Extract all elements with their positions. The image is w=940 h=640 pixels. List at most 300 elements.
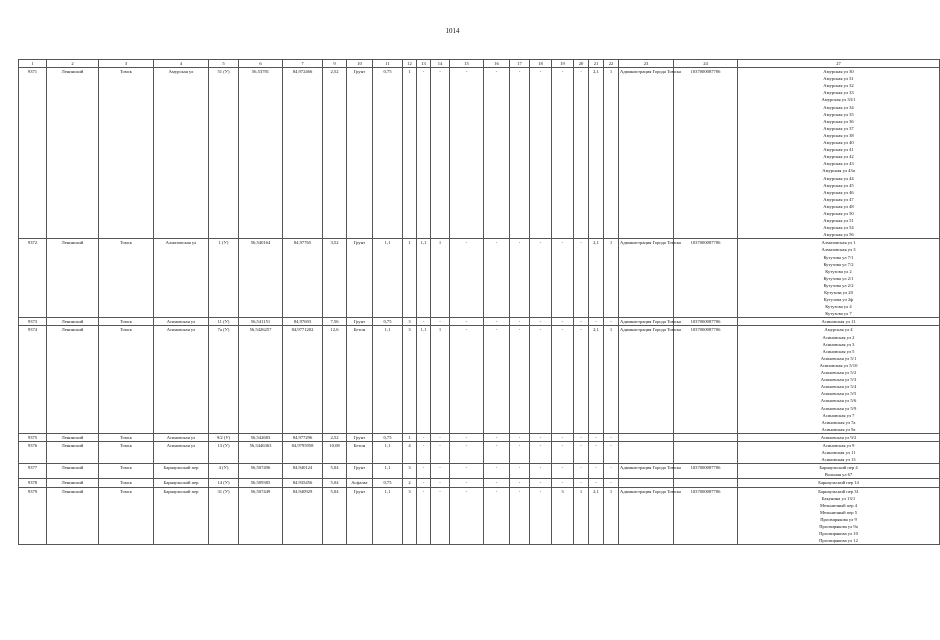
table-cell: 56,507496: [239, 464, 283, 479]
table-cell: 1,1: [373, 326, 403, 433]
table-cell: 1: [604, 239, 619, 318]
table-cell: -: [450, 239, 484, 318]
address-list-cell: [738, 487, 940, 545]
table-cell: 0,75: [373, 68, 403, 239]
column-header: 4: [154, 60, 209, 68]
table-cell: 56,5446363: [239, 441, 283, 463]
address-item: Асиновская ул 7а: [821, 419, 856, 425]
table-cell: [674, 433, 738, 441]
table-cell: Ленинский: [47, 68, 99, 239]
table-cell: Ленинский: [47, 326, 99, 433]
table-cell: 10,08: [323, 441, 347, 463]
table-cell: 1,1: [373, 239, 403, 318]
table-cell: Асиновская ул: [154, 433, 209, 441]
address-item: Барнаульский пер 31: [818, 488, 859, 494]
table-cell: 9379: [19, 487, 47, 545]
table-cell: 9371: [19, 68, 47, 239]
table-cell: Асиновская ул: [154, 326, 209, 433]
address-item: Кутузова ул 2/1: [823, 275, 854, 281]
table-cell: Администрация Города Томска: [619, 464, 674, 479]
table-cell: -: [484, 487, 510, 545]
table-cell: Асиновская ул: [154, 441, 209, 463]
page-number: 1014: [445, 27, 460, 35]
table-cell: -: [574, 68, 589, 239]
table-row: [19, 464, 940, 479]
table-cell: -: [530, 487, 552, 545]
address-item: Асиновская ул 9: [822, 442, 855, 448]
table-cell: 9372: [19, 239, 47, 318]
table-cell: -: [589, 318, 604, 326]
table-cell: 1: [574, 487, 589, 545]
column-header: 6: [239, 60, 283, 68]
table-cell: -: [530, 479, 552, 487]
address-item: Амурская ул 40: [823, 140, 854, 146]
address-item: Асиновская ул 5/4: [820, 384, 857, 390]
table-cell: 1,1: [373, 441, 403, 463]
table-cell: Ленинский: [47, 318, 99, 326]
address-item: Амурская ул 45: [823, 182, 854, 188]
table-cell: 1: [604, 326, 619, 433]
table-cell: -: [417, 441, 431, 463]
address-list-cell: [738, 464, 940, 479]
address-item: Кутузова ул 7/1: [823, 254, 854, 260]
table-cell: Томск: [99, 318, 154, 326]
table-cell: 1: [403, 68, 417, 239]
table-cell: -: [450, 433, 484, 441]
table-cell: 56,541151: [239, 318, 283, 326]
table-row: [19, 433, 940, 441]
address-item: Амурская ул 4: [824, 327, 853, 333]
table-cell: Администрация Города Томска: [619, 68, 674, 239]
table-cell: -: [450, 68, 484, 239]
table-cell: 84,97693: [283, 318, 323, 326]
header-row: [19, 60, 940, 68]
table-cell: Ленинский: [47, 441, 99, 463]
address-item: Просвирякова ул 9а: [819, 524, 858, 529]
column-header: 18: [530, 60, 552, 68]
table-cell: -: [417, 464, 431, 479]
table-row: [19, 487, 940, 545]
table-cell: -: [552, 464, 574, 479]
table-cell: -: [431, 479, 450, 487]
table-cell: 1,1: [373, 464, 403, 479]
address-item: Кутузова ул 4: [825, 304, 852, 310]
address-item: Амурская ул 42: [823, 154, 854, 160]
column-header: 19: [552, 60, 574, 68]
registry-table: [18, 59, 940, 545]
table-cell: -: [450, 318, 484, 326]
table-cell: Барнаульский пер: [154, 479, 209, 487]
table-cell: 56,509385: [239, 479, 283, 487]
address-item: Асиновская ул 5/2: [820, 370, 857, 376]
table-cell: Томск: [99, 464, 154, 479]
table-cell: 31 (У): [209, 487, 239, 545]
table-cell: -: [417, 487, 431, 545]
table-cell: Томск: [99, 239, 154, 318]
table-cell: -: [574, 318, 589, 326]
column-header: 23: [619, 60, 674, 68]
address-item: Кутузова ул 7/2: [823, 261, 854, 267]
address-item: Амурская ул 33/1: [821, 97, 856, 103]
address-list-cell: [738, 326, 940, 433]
address-item: Асиновская ул 2: [822, 334, 855, 340]
table-cell: 84,9795958: [283, 441, 323, 463]
address-item: Амурская ул 46: [823, 189, 854, 195]
table-cell: -: [484, 479, 510, 487]
address-item: Амурская ул 33: [823, 90, 854, 96]
address-list-cell: [738, 441, 940, 463]
table-row: [19, 479, 940, 487]
table-cell: Ленинский: [47, 239, 99, 318]
table-cell: 1037000087706: [674, 68, 738, 239]
table-cell: -: [510, 487, 530, 545]
table-cell: -: [484, 326, 510, 433]
address-item: Амурская ул 43: [823, 161, 854, 167]
address-item: Кутузова ул 2/2: [823, 282, 854, 288]
column-header: 9: [323, 60, 347, 68]
table-cell: -: [431, 441, 450, 463]
table-cell: 5,04: [323, 487, 347, 545]
table-cell: Ленинский: [47, 464, 99, 479]
address-item: Амурская ул 36: [823, 118, 854, 124]
table-cell: -: [574, 326, 589, 433]
table-cell: 9376: [19, 441, 47, 463]
column-header: 21: [589, 60, 604, 68]
address-item: Амурская ул 43а: [822, 168, 855, 174]
table-cell: 1: [403, 433, 417, 441]
table-cell: 3: [403, 487, 417, 545]
address-item: Просвирякова ул 10: [819, 531, 858, 537]
table-cell: -: [604, 464, 619, 479]
table-cell: -: [417, 433, 431, 441]
table-cell: -: [417, 68, 431, 239]
table-cell: Бетон: [347, 441, 373, 463]
table-cell: 9378: [19, 479, 47, 487]
address-item: Асиновская ул 13: [821, 457, 856, 463]
table-cell: 84,940929: [283, 487, 323, 545]
table-cell: -: [530, 318, 552, 326]
table-cell: 0,75: [373, 479, 403, 487]
address-item: Амурская ул 54: [823, 225, 854, 231]
address-item: Просвирякова ул 9: [820, 516, 857, 522]
address-item: Амурская ул 35: [823, 111, 854, 117]
address-item: Асиновская ул 11: [821, 450, 856, 456]
table-cell: -: [530, 433, 552, 441]
table-row: [19, 318, 940, 326]
table-cell: 84,935456: [283, 479, 323, 487]
table-cell: 2,1: [589, 68, 604, 239]
column-header: 5: [209, 60, 239, 68]
table-cell: Барнаульский пер: [154, 487, 209, 545]
address-item: Амурская ул 38: [823, 132, 854, 138]
address-list-cell: [738, 433, 940, 441]
address-item: Амурская ул 44: [823, 175, 854, 181]
table-cell: Грунт: [347, 318, 373, 326]
address-item: Асиновская ул 5: [822, 348, 855, 354]
address-item: Амурская ул 31: [823, 76, 854, 82]
table-cell: [619, 433, 674, 441]
address-item: Амурская ул 48: [823, 203, 854, 209]
table-cell: Администрация Города Томска: [619, 487, 674, 545]
address-item: Асиновская ул 3: [822, 341, 855, 347]
address-item: Амурская ул 30: [823, 69, 854, 75]
table-cell: -: [574, 464, 589, 479]
table-cell: 1,1: [373, 487, 403, 545]
table-cell: -: [431, 433, 450, 441]
table-cell: Администрация Города Томска: [619, 239, 674, 318]
table-cell: 3: [403, 318, 417, 326]
table-row: [19, 239, 940, 318]
table-cell: 3: [403, 326, 417, 433]
table-cell: -: [450, 479, 484, 487]
table-cell: 1037000087706: [674, 326, 738, 433]
address-item: Амурская ул 34: [823, 104, 854, 110]
table-cell: 1037000087706: [674, 318, 738, 326]
table-row: [19, 326, 940, 433]
column-header: 2: [47, 60, 99, 68]
column-header: 15: [450, 60, 484, 68]
table-cell: -: [484, 464, 510, 479]
table-cell: -: [574, 479, 589, 487]
table-cell: Бетон: [347, 326, 373, 433]
table-cell: 11 (У): [209, 318, 239, 326]
table-row: [19, 441, 940, 463]
table-cell: Ленинский: [47, 479, 99, 487]
address-item: Мельничный пер 5: [819, 509, 858, 515]
address-item: Кутузова ул 2ф: [823, 297, 854, 303]
address-item: Кутузова ул 2: [825, 268, 852, 274]
address-item: Асиновская ул 5/10: [819, 362, 858, 368]
table-cell: 9/2 (У): [209, 433, 239, 441]
table-cell: -: [450, 464, 484, 479]
table-cell: -: [530, 464, 552, 479]
table-cell: -: [510, 318, 530, 326]
table-cell: -: [431, 487, 450, 545]
table-cell: -: [530, 239, 552, 318]
table-cell: 0,75: [373, 318, 403, 326]
column-header: 13: [417, 60, 431, 68]
table-cell: -: [604, 433, 619, 441]
table-cell: -: [450, 326, 484, 433]
table-cell: [619, 479, 674, 487]
address-item: Амурская ул 56: [823, 232, 854, 238]
column-header: 16: [484, 60, 510, 68]
table-cell: -: [484, 239, 510, 318]
table-cell: 5,04: [323, 479, 347, 487]
address-list-cell: [738, 318, 940, 326]
table-cell: -: [484, 433, 510, 441]
table-cell: 3,52: [323, 239, 347, 318]
table-cell: 1,1: [417, 239, 431, 318]
table-cell: Грунт: [347, 239, 373, 318]
table-cell: 7а (У): [209, 326, 239, 433]
table-cell: 84,972466: [283, 68, 323, 239]
address-item: Кутузова ул 7: [825, 311, 852, 317]
table-cell: Амурская ул: [154, 68, 209, 239]
address-item: Амурская ул 37: [823, 125, 854, 131]
table-cell: -: [510, 441, 530, 463]
address-item: Асиновская ул 7: [822, 412, 855, 418]
address-list-cell: [738, 239, 940, 318]
table-cell: 84,940124: [283, 464, 323, 479]
table-cell: -: [589, 441, 604, 463]
table-cell: -: [484, 68, 510, 239]
table-cell: Томск: [99, 433, 154, 441]
address-item: Асиновская ул 5/5: [820, 391, 857, 397]
table-cell: 12,6: [323, 326, 347, 433]
table-cell: 9373: [19, 318, 47, 326]
table-cell: 9377: [19, 464, 47, 479]
table-cell: -: [417, 479, 431, 487]
table-cell: -: [552, 68, 574, 239]
table-cell: 4: [403, 441, 417, 463]
table-cell: -: [450, 441, 484, 463]
table-cell: 56,53781: [239, 68, 283, 239]
table-cell: -: [530, 441, 552, 463]
table-cell: 56,5426257: [239, 326, 283, 433]
table-cell: -: [417, 318, 431, 326]
table-cell: 3: [403, 464, 417, 479]
address-item: Барнаульский пер 4: [819, 465, 858, 471]
table-cell: 1,1: [417, 326, 431, 433]
table-cell: 9374: [19, 326, 47, 433]
table-cell: 1: [431, 326, 450, 433]
table-cell: 84,9771202: [283, 326, 323, 433]
table-cell: -: [530, 68, 552, 239]
table-cell: 84,977296: [283, 433, 323, 441]
table-cell: 84,97765: [283, 239, 323, 318]
table-cell: Грунт: [347, 487, 373, 545]
table-cell: Томск: [99, 441, 154, 463]
address-item: Асиновская ул 5/3: [820, 377, 857, 383]
table-cell: 4 (У): [209, 464, 239, 479]
table-row: [19, 68, 940, 239]
table-cell: Асиновская ул: [154, 318, 209, 326]
column-header: 11: [373, 60, 403, 68]
table-cell: 0,75: [373, 433, 403, 441]
address-list-cell: [738, 68, 940, 239]
table-cell: -: [484, 318, 510, 326]
table-cell: 2,1: [589, 326, 604, 433]
column-header: 20: [574, 60, 589, 68]
table-cell: 14 (У): [209, 479, 239, 487]
address-item: Барнаульский пер 14: [818, 480, 859, 486]
address-item: Асиновская ул 9а: [821, 426, 856, 432]
table-cell: 1: [604, 487, 619, 545]
table-cell: 56,542683: [239, 433, 283, 441]
address-item: Амурская ул 50: [823, 210, 854, 216]
table-cell: 2,52: [323, 68, 347, 239]
address-item: Асиновская ул 5/1: [820, 355, 857, 361]
column-header: 7: [283, 60, 323, 68]
table-cell: -: [589, 433, 604, 441]
table-cell: -: [552, 239, 574, 318]
table-cell: 2,1: [589, 239, 604, 318]
table-cell: Грунт: [347, 68, 373, 239]
table-body: [19, 68, 940, 545]
address-item: Мельничный пер 4: [819, 502, 858, 508]
table-cell: Асфальт: [347, 479, 373, 487]
address-item: Вольная ул 67: [824, 472, 853, 478]
address-item: Алмазовская ул 1: [821, 240, 856, 246]
address-item: Асиновская ул 5/6: [820, 398, 857, 404]
table-cell: Ленинский: [47, 433, 99, 441]
column-header: 22: [604, 60, 619, 68]
table-cell: -: [589, 479, 604, 487]
table-cell: Томск: [99, 487, 154, 545]
table-cell: [674, 441, 738, 463]
table-cell: 3: [552, 487, 574, 545]
table-cell: -: [552, 441, 574, 463]
table-cell: -: [450, 487, 484, 545]
table-cell: -: [530, 326, 552, 433]
column-header: 1: [19, 60, 47, 68]
table-cell: 13 (У): [209, 441, 239, 463]
table-cell: Ленинский: [47, 487, 99, 545]
table-cell: -: [510, 239, 530, 318]
table-cell: -: [604, 441, 619, 463]
table-cell: -: [552, 433, 574, 441]
column-header: 3: [99, 60, 154, 68]
table-cell: Томск: [99, 68, 154, 239]
table-cell: 9375: [19, 433, 47, 441]
table-cell: 2: [403, 479, 417, 487]
column-header: 12: [403, 60, 417, 68]
table-cell: -: [510, 464, 530, 479]
table-cell: 1: [403, 239, 417, 318]
table-cell: -: [552, 479, 574, 487]
table-cell: 1037000087706: [674, 487, 738, 545]
table-cell: Администрация Города Томска: [620, 319, 681, 325]
table-cell: [674, 479, 738, 487]
address-item: Асиновская ул 5/9: [820, 405, 857, 411]
table-cell: 1037000087706: [674, 239, 738, 318]
table-cell: -: [574, 239, 589, 318]
column-header: 17: [510, 60, 530, 68]
table-cell: 1 (У): [209, 239, 239, 318]
table-cell: -: [552, 326, 574, 433]
table-cell: Барнаульский пер: [154, 464, 209, 479]
table-cell: 1037000087706: [674, 464, 738, 479]
table-cell: [619, 441, 674, 463]
table-cell: 1: [604, 68, 619, 239]
address-item: Алмазовская ул 3: [821, 247, 856, 253]
address-item: Амурская ул 41: [823, 147, 854, 153]
address-item: Кутузова ул 20: [824, 290, 853, 295]
table-cell: -: [552, 318, 574, 326]
table-cell: -: [574, 433, 589, 441]
table-cell: Алмазовская ул: [154, 239, 209, 318]
table-cell: -: [431, 318, 450, 326]
table-cell: -: [431, 68, 450, 239]
table-cell: 7,56: [323, 318, 347, 326]
table-cell: Томск: [99, 326, 154, 433]
table-cell: 2,1: [589, 487, 604, 545]
table-cell: -: [431, 464, 450, 479]
table-cell: Томск: [99, 479, 154, 487]
address-item: Асиновская ул 9/2: [820, 434, 857, 440]
table-cell: 56,507449: [239, 487, 283, 545]
table-cell: -: [510, 479, 530, 487]
table-cell: 56,540164: [239, 239, 283, 318]
table-cell: Администрация Города Томска: [619, 326, 674, 433]
table-cell: 51 (У): [209, 68, 239, 239]
address-list-cell: [738, 479, 940, 487]
table-cell: -: [510, 326, 530, 433]
table-cell: -: [604, 479, 619, 487]
address-item: Амурская ул 47: [823, 196, 854, 202]
address-item: Амурская ул 32: [823, 83, 854, 89]
